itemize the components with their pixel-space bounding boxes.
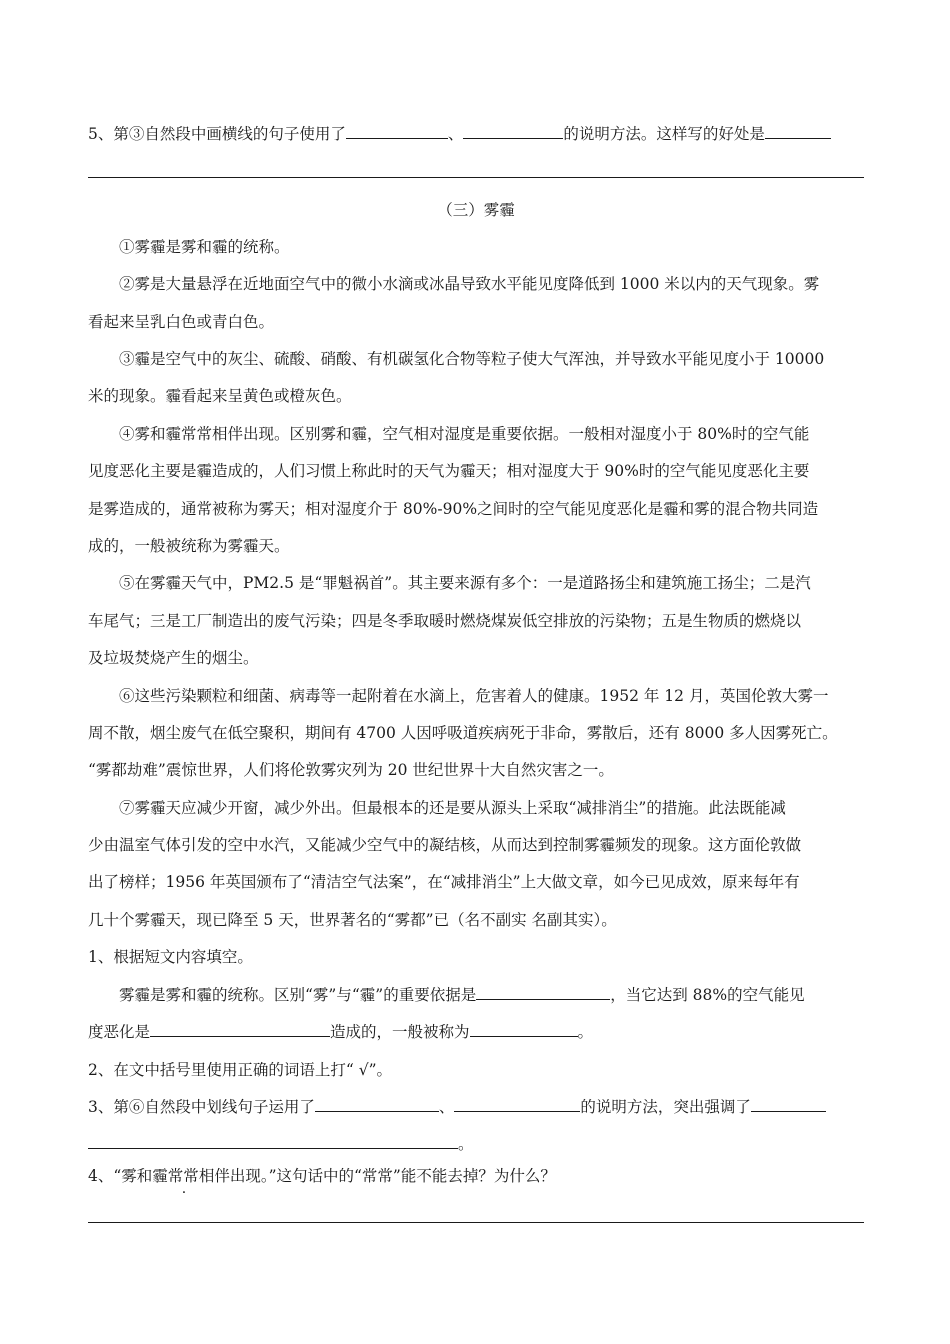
question-3-line-2 <box>88 1132 474 1156</box>
q1-blank-1[interactable] <box>476 983 610 1000</box>
question-1-line-1 <box>88 983 805 1007</box>
paragraph-4-line-1: ④雾和霾常常相伴出现。区别雾和霾，空气相对湿度是重要依据。一般相对湿度小于 80%时的空气能 <box>119 425 810 443</box>
q4-emphasis-word: 常常 <box>167 1167 199 1185</box>
q4-text-a: 4、“雾和霾 <box>88 1167 168 1185</box>
q1-blank-2[interactable] <box>150 1020 330 1037</box>
q3-end: 。 <box>458 1135 474 1153</box>
paragraph-6-line-1: ⑥这些污染颗粒和细菌、病毒等一起附着在水滴上，危害着人的健康。1952 年 12 月，英国伦敦大雾一 <box>119 687 829 705</box>
q3-text-b: 、 <box>438 1098 455 1116</box>
q1-text-d: 造成的，一般被称为 <box>330 1023 470 1041</box>
question-4 <box>88 1164 556 1188</box>
paragraph-4-line-2: 见度恶化主要是霾造成的，人们习惯上称此时的天气为霾天；相对湿度大于 90%时的空气能见度恶化主要 <box>88 462 810 480</box>
paragraph-4-line-3: 是雾造成的，通常被称为雾天；相对湿度介于 80%-90%之间时的空气能见度恶化是霾和雾的混合物共同造 <box>88 500 819 518</box>
paragraph-5-line-2: 车尾气；三是工厂制造出的废气污染；四是冬季取暖时燃烧煤炭低空排放的污染物；五是生物质的燃烧以 <box>88 612 802 630</box>
paragraph-5-line-1: ⑤在雾霾天气中，PM2.5 是“罪魁祸首”。其主要来源有多个：一是道路扬尘和建筑施工扬尘；二是汽 <box>119 574 811 592</box>
paragraph-7-line-4: 几十个雾霾天，现已降至 5 天，世界著名的“雾都”已（名不副实 名副其实）。 <box>88 911 617 929</box>
paragraph-3-line-2: 米的现象。霾看起来呈黄色或橙灰色。 <box>88 387 352 405</box>
paragraph-3-line-1: ③霾是空气中的灰尘、硫酸、硝酸、有机碳氢化合物等粒子使大气浑浊，并导致水平能见度小于 10000 <box>119 350 825 368</box>
q3-text-c: 的说明方法，突出强调了 <box>580 1098 751 1116</box>
paragraph-6-line-3: “雾都劫难”震惊世界，人们将伦敦雾灾列为 20 世纪世界十大自然灾害之一。 <box>88 761 614 779</box>
q3-blank-4[interactable] <box>88 1132 458 1149</box>
q5-sep: 、 <box>447 125 464 143</box>
q1-text-c: 度恶化是 <box>88 1023 151 1041</box>
answer-line-q4[interactable] <box>88 1222 864 1223</box>
q3-blank-2[interactable] <box>454 1095 580 1112</box>
paragraph-5-line-3: 及垃圾焚烧产生的烟尘。 <box>88 649 259 667</box>
paragraph-2-line-2: 看起来呈乳白色或青白色。 <box>88 313 275 331</box>
paragraph-1: ①雾霾是雾和霾的统称。 <box>119 238 290 256</box>
q1-blank-3[interactable] <box>470 1020 578 1037</box>
question-5 <box>88 122 831 146</box>
answer-line-q5[interactable] <box>88 177 864 178</box>
q3-blank-1[interactable] <box>315 1095 439 1112</box>
paragraph-7-line-3: 出了榜样；1956 年英国颁布了“清洁空气法案”，在“减排消尘”上大做文章，如今已见成效，原来每年有 <box>88 873 800 891</box>
q4-text-b: 相伴出现。”这句话中的“常常”能不能去掉？为什么？ <box>198 1167 556 1185</box>
q1-text-e: 。 <box>577 1023 594 1041</box>
q3-blank-3[interactable] <box>751 1095 826 1112</box>
question-1: 1、根据短文内容填空。 <box>88 948 253 966</box>
paragraph-6-line-2: 周不散，烟尘废气在低空聚积，期间有 4700 人因呼吸道疾病死于非命，雾散后，还有 8000 多人因雾死亡。 <box>88 724 838 742</box>
paragraph-7-line-2: 少由温室气体引发的空中水汽，又能减少空气中的凝结核，从而达到控制雾霾频发的现象。这方面伦敦做 <box>88 836 802 854</box>
paragraph-4-line-4: 成的，一般被统称为雾霾天。 <box>88 537 290 555</box>
section-title: （三）雾霾 <box>437 201 515 219</box>
q3-text-a: 3、第⑥自然段中划线句子运用了 <box>88 1098 315 1116</box>
question-3 <box>88 1095 826 1119</box>
paragraph-7-line-1: ⑦雾霾天应减少开窗，减少外出。但最根本的还是要从源头上采取“减排消尘”的措施。此法既能减 <box>119 799 786 817</box>
q5-blank-2[interactable] <box>463 122 563 139</box>
paragraph-2-line-1: ②雾是大量悬浮在近地面空气中的微小水滴或冰晶导致水平能见度降低到 1000 米以内的天气现象。雾 <box>119 275 820 293</box>
q1-text-a: 雾霾是雾和霾的统称。区别“雾”与“霾”的重要依据是 <box>119 986 477 1004</box>
question-2: 2、在文中括号里使用正确的词语上打“ √”。 <box>88 1061 393 1079</box>
q5-blank-1[interactable] <box>346 122 448 139</box>
q1-text-b: ，当它达到 88%的空气能见 <box>610 986 805 1004</box>
q5-prefix: 5、第③自然段中画横线的句子使用了 <box>88 125 346 143</box>
question-1-line-2 <box>88 1020 593 1044</box>
q5-mid: 的说明方法。这样写的好处是 <box>563 125 765 143</box>
q5-blank-3[interactable] <box>765 122 831 139</box>
